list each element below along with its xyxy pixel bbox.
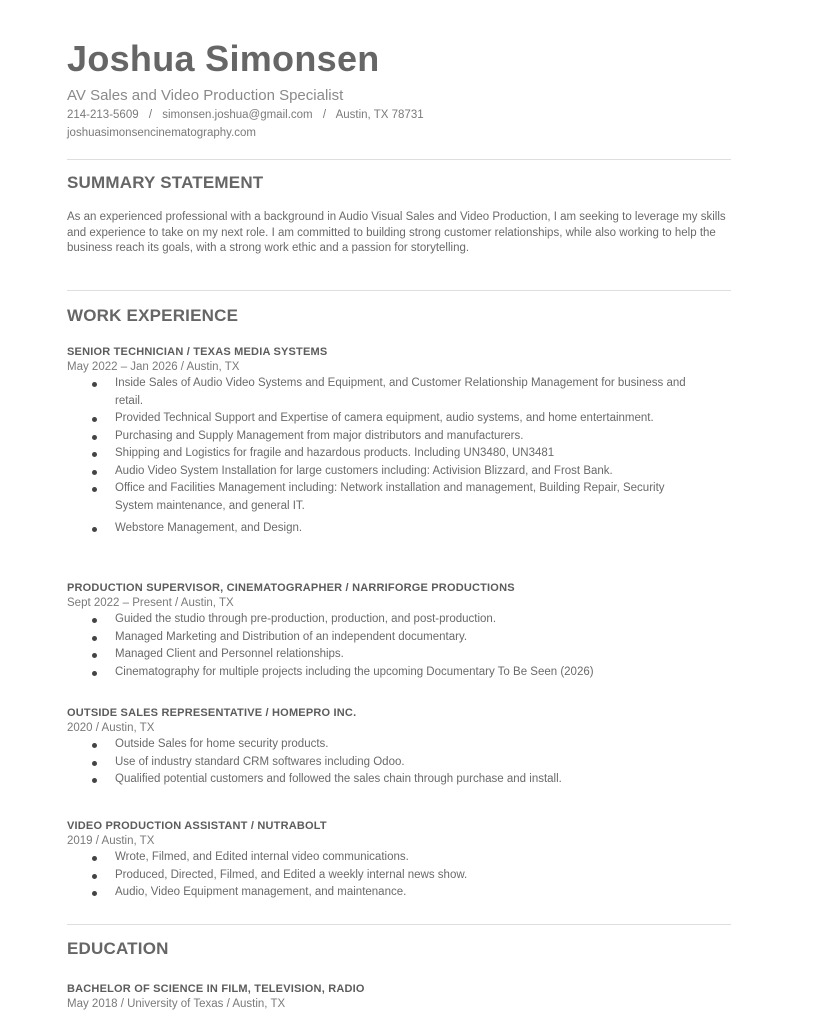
degree-title: BACHELOR OF SCIENCE IN FILM, TELEVISION, RADIO	[67, 983, 365, 995]
list-item: Cinematography for multiple projects including the upcoming Documentary To Be Seen (2026)	[67, 664, 705, 682]
contact-separator: /	[322, 109, 327, 121]
list-item: Managed Client and Personnel relationships.	[67, 646, 705, 664]
bullet-icon	[92, 653, 97, 658]
education-entry	[67, 982, 731, 1012]
degree-meta: May 2018 / University of Texas / Austin, TX	[67, 998, 286, 1010]
list-item: Shipping and Logistics for fragile and hazardous products. Including UN3480, UN3481	[67, 445, 705, 463]
list-item: Outside Sales for home security products.	[67, 736, 705, 754]
list-item: Use of industry standard CRM softwares including Odoo.	[67, 754, 705, 772]
job-bullets	[67, 375, 731, 538]
bullet-icon	[92, 891, 97, 896]
list-item: Guided the studio through pre-production, production, and post-production.	[67, 611, 705, 629]
website-link[interactable]: joshuasimonsencinematography.com	[67, 127, 256, 139]
bullet-icon	[92, 743, 97, 748]
job-title: SENIOR TECHNICIAN / TEXAS MEDIA SYSTEMS	[67, 346, 328, 358]
list-item: Audio Video System Installation for large customers including: Activision Blizzard, and Frost Bank.	[67, 463, 705, 481]
list-item: Managed Marketing and Distribution of an independent documentary.	[67, 629, 705, 647]
list-item: Inside Sales of Audio Video Systems and Equipment, and Customer Relationship Management for business and retail.	[67, 375, 705, 410]
bullet-icon	[92, 527, 97, 532]
job-entry	[67, 581, 731, 681]
job-dates-location: 2019 / Austin, TX	[67, 835, 155, 847]
education-heading: EDUCATION	[67, 939, 169, 958]
experience-heading: WORK EXPERIENCE	[67, 306, 239, 325]
list-item: Qualified potential customers and followed the sales chain through purchase and install.	[67, 771, 705, 789]
phone-number: 214-213-5609	[67, 109, 139, 121]
job-dates-location: May 2022 – Jan 2026 / Austin, TX	[67, 361, 240, 373]
contact-line	[67, 108, 424, 123]
bullet-icon	[92, 636, 97, 641]
summary-text: As an experienced professional with a background in Audio Visual Sales and Video Production, I am seeking to leverage my skills and experience to take on my next role. I am committed to building strong customer relationships, while also working to help the business reach its goals, with a strong work ethic and a passion for storytelling.	[67, 211, 726, 254]
job-bullets	[67, 736, 731, 789]
bullet-icon	[92, 470, 97, 475]
bullet-icon	[92, 874, 97, 879]
job-entry	[67, 819, 731, 902]
list-item: Webstore Management, and Design.	[67, 520, 705, 538]
job-bullets	[67, 849, 731, 902]
job-dates-location: Sept 2022 – Present / Austin, TX	[67, 597, 234, 609]
bullet-icon	[92, 452, 97, 457]
bullet-icon	[92, 856, 97, 861]
bullet-icon	[92, 618, 97, 623]
job-entry	[67, 345, 731, 538]
list-item: Office and Facilities Management including: Network installation and management, Building Repair, Security System maintenance, and general IT.	[67, 480, 705, 515]
list-item: Wrote, Filmed, and Edited internal video communications.	[67, 849, 705, 867]
contact-separator: /	[148, 109, 153, 121]
list-item: Purchasing and Supply Management from major distributors and manufacturers.	[67, 428, 705, 446]
section-divider	[67, 159, 731, 160]
list-item: Audio, Video Equipment management, and maintenance.	[67, 884, 705, 902]
job-dates-location: 2020 / Austin, TX	[67, 722, 155, 734]
bullet-icon	[92, 417, 97, 422]
job-title: VIDEO PRODUCTION ASSISTANT / NUTRABOLT	[67, 820, 327, 832]
email-address[interactable]: simonsen.joshua@gmail.com	[162, 109, 313, 121]
location-text: Austin, TX 78731	[335, 109, 424, 121]
bullet-icon	[92, 487, 97, 492]
job-bullets	[67, 611, 731, 681]
bullet-icon	[92, 778, 97, 783]
job-title: OUTSIDE SALES REPRESENTATIVE / HOMEPRO INC.	[67, 707, 357, 719]
candidate-name: Joshua Simonsen	[67, 38, 380, 79]
list-item: Provided Technical Support and Expertise of camera equipment, audio systems, and home entertainment.	[67, 410, 705, 428]
job-title: PRODUCTION SUPERVISOR, CINEMATOGRAPHER / NARRIFORGE PRODUCTIONS	[67, 582, 515, 594]
candidate-subtitle: AV Sales and Video Production Specialist	[67, 87, 344, 104]
bullet-icon	[92, 382, 97, 387]
bullet-icon	[92, 761, 97, 766]
bullet-icon	[92, 671, 97, 676]
summary-heading: SUMMARY STATEMENT	[67, 173, 264, 192]
bullet-icon	[92, 435, 97, 440]
job-entry	[67, 706, 731, 789]
section-divider	[67, 290, 731, 291]
list-item: Produced, Directed, Filmed, and Edited a weekly internal news show.	[67, 867, 705, 885]
section-divider	[67, 924, 731, 925]
